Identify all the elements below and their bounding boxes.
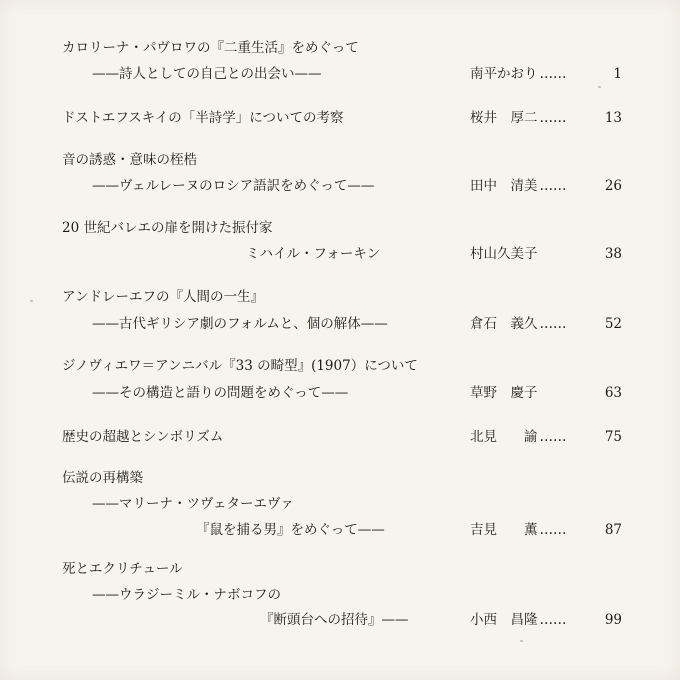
- toc-line: [0, 381, 680, 405]
- entry-author: [470, 106, 567, 130]
- entry-subtitle: ミハイル・フォーキン: [246, 246, 381, 262]
- entry-subtitle: ——その構造と語りの問題をめぐって——: [92, 385, 349, 401]
- entry-page-number: 75: [604, 429, 622, 445]
- entry-author: [470, 608, 567, 632]
- leader-dots: ……: [539, 178, 567, 194]
- toc-line: [0, 242, 680, 266]
- toc-line: [0, 557, 680, 581]
- entry-title: 伝説の再構築: [62, 470, 143, 486]
- entry-subtitle: 『鼠を捕る男』をめぐって——: [196, 522, 385, 538]
- toc-line: [0, 583, 680, 607]
- entry-page-number: 99: [604, 612, 622, 628]
- entry-title: 歴史の超越とシンボリズム: [62, 429, 224, 445]
- toc-line: [0, 148, 680, 172]
- entry-author: [470, 62, 567, 86]
- entry-subtitle: ——詩人としての自己との出会い——: [92, 66, 322, 82]
- entry-subtitle: ——マリーナ・ツヴェターエヴァ: [92, 496, 294, 512]
- toc-line: [0, 36, 680, 60]
- leader-dots: ……: [539, 316, 567, 332]
- entry-page-number: 87: [604, 522, 622, 538]
- entry-page-number: 26: [604, 178, 622, 194]
- entry-title: 音の誘惑・意味の桎梏: [62, 152, 197, 168]
- toc-line: [0, 425, 680, 449]
- entry-title: アンドレーエフの『人間の一生』: [62, 289, 264, 305]
- toc-line: [0, 174, 680, 198]
- entry-title: 死とエクリチュール: [62, 561, 183, 577]
- author-name: 小西 昌隆: [470, 612, 538, 628]
- leader-dots: ……: [539, 66, 567, 82]
- entry-author: [470, 425, 567, 449]
- toc-line: [0, 492, 680, 516]
- author-name: 桜井 厚二: [470, 110, 538, 126]
- leader-dots: ……: [539, 612, 567, 628]
- author-name: 倉石 義久: [470, 316, 538, 332]
- leader-dots: ……: [539, 522, 567, 538]
- entry-page-number: 13: [604, 110, 622, 126]
- scan-speck: [598, 86, 601, 88]
- entry-author: [470, 174, 567, 198]
- entry-title: ドストエフスキイの「半詩学」についての考察: [62, 110, 344, 126]
- entry-page-number: 38: [604, 246, 622, 262]
- scan-speck: [520, 640, 523, 642]
- toc-line: [0, 285, 680, 309]
- toc-line: [0, 62, 680, 86]
- entry-subtitle: ——古代ギリシア劇のフォルムと、個の解体——: [92, 316, 388, 332]
- entry-subtitle: 『断頭台への招待』——: [260, 612, 409, 628]
- author-name: 草野 慶子: [470, 385, 538, 401]
- leader-dots: ……: [539, 429, 567, 445]
- entry-author: [470, 381, 538, 405]
- entry-subtitle: ——ヴェルレーヌのロシア語訳をめぐって——: [92, 178, 375, 194]
- toc-line: [0, 518, 680, 542]
- entry-title: カロリーナ・パヴロワの『二重生活』をめぐって: [62, 40, 359, 56]
- author-name: 田中 清美: [470, 178, 538, 194]
- entry-author: [470, 518, 567, 542]
- toc-line: [0, 608, 680, 632]
- scan-speck: [30, 300, 33, 302]
- toc-line: [0, 106, 680, 130]
- entry-page-number: 52: [604, 316, 622, 332]
- entry-page-number: 1: [613, 66, 622, 82]
- author-name: 南平かおり: [470, 66, 538, 82]
- leader-dots: ……: [539, 110, 567, 126]
- entry-author: [470, 242, 538, 266]
- toc-line: [0, 312, 680, 336]
- toc-line: [0, 466, 680, 490]
- entry-title: 20 世紀バレエの扉を開けた振付家: [62, 220, 273, 236]
- entry-title: ジノヴィエワ＝アンニバル『33 の畸型』(1907）について: [62, 358, 418, 374]
- entry-author: [470, 312, 567, 336]
- author-name: 北見 諭: [470, 429, 538, 445]
- author-name: 村山久美子: [470, 246, 538, 262]
- toc-line: [0, 216, 680, 240]
- entry-subtitle: ——ウラジーミル・ナボコフの: [92, 587, 281, 603]
- entry-page-number: 63: [604, 385, 622, 401]
- author-name: 吉見 薫: [470, 522, 538, 538]
- toc-line: [0, 354, 680, 378]
